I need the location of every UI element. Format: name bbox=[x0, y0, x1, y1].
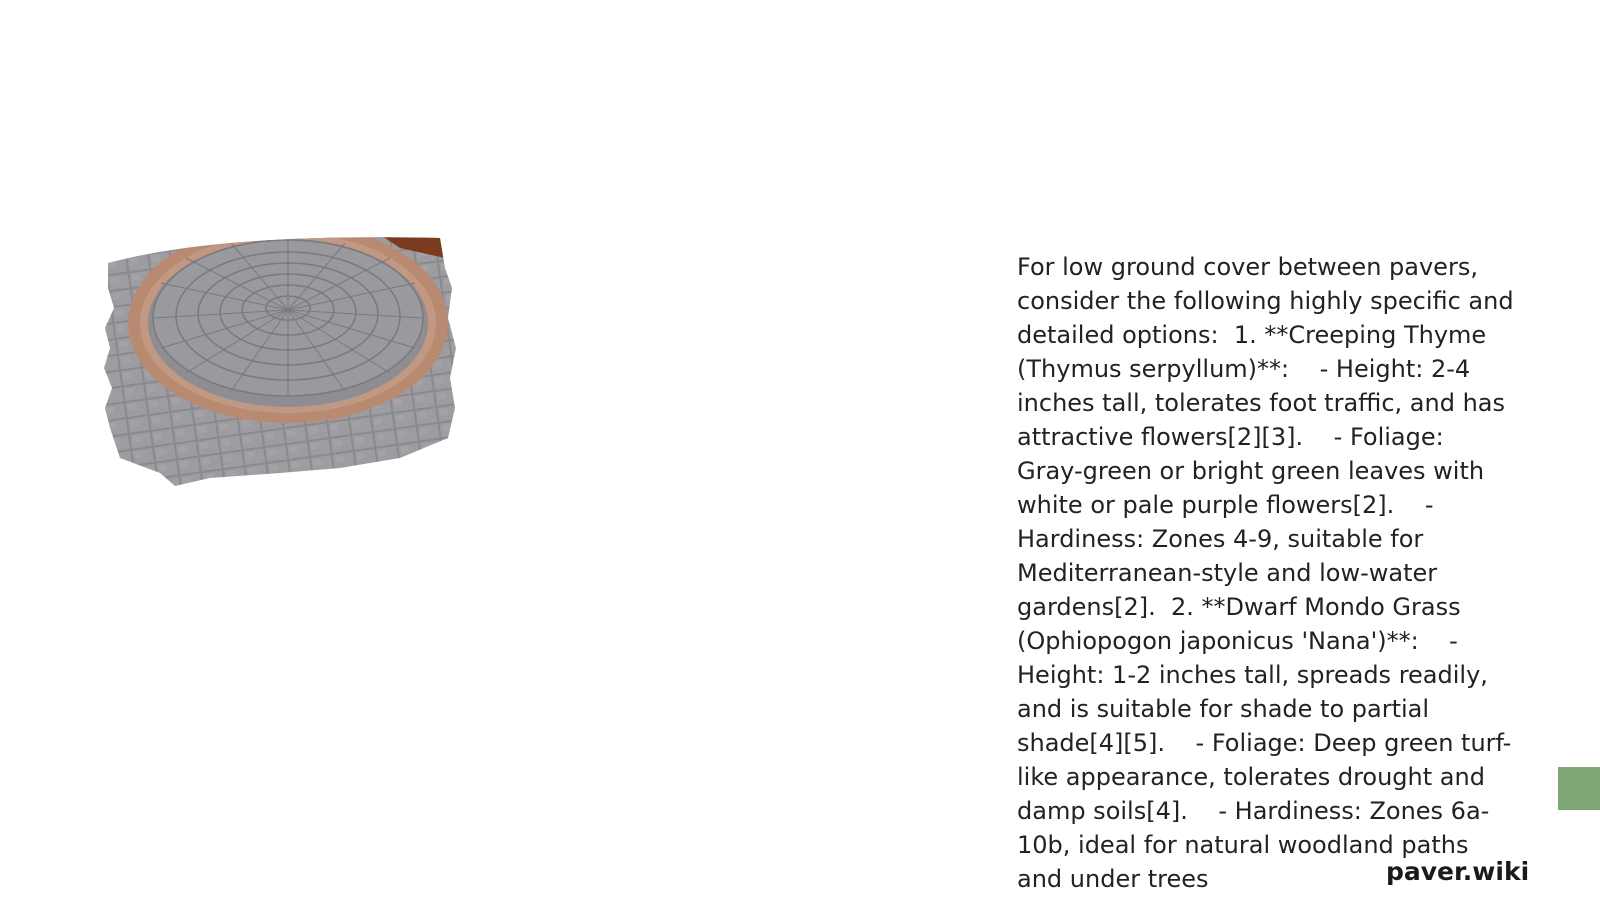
side-tab[interactable] bbox=[1558, 767, 1600, 810]
paver-patio-image bbox=[100, 228, 470, 498]
site-watermark: paver.wiki bbox=[1386, 857, 1530, 886]
article-body-text: For low ground cover between pavers, consider the following highly specific and detailed options: 1. **Creeping Thyme (Thymus serpyllum)**: - Height: 2-4 inches tall, tolerates foot traffic, and has attractive flowers[2][3]. - Foliage: Gray-green or bright green leaves with white or pale purple flowers[2]. - Hardiness: Zones 4-9, suitable for Mediterranean-style and low-water gardens[2]. 2. **Dwarf Mondo Grass (Ophiopogon japonicus 'Nana')**: - Height: 1-2 inches tall, spreads readily, and is suitable for shade to partial shade[4][5]. - Foliage: Deep green turf-like appearance, tolerates drought and damp soils[4]. - Hardiness: Zones 6a-10b, ideal for natural woodland paths and under trees bbox=[1017, 253, 1522, 893]
